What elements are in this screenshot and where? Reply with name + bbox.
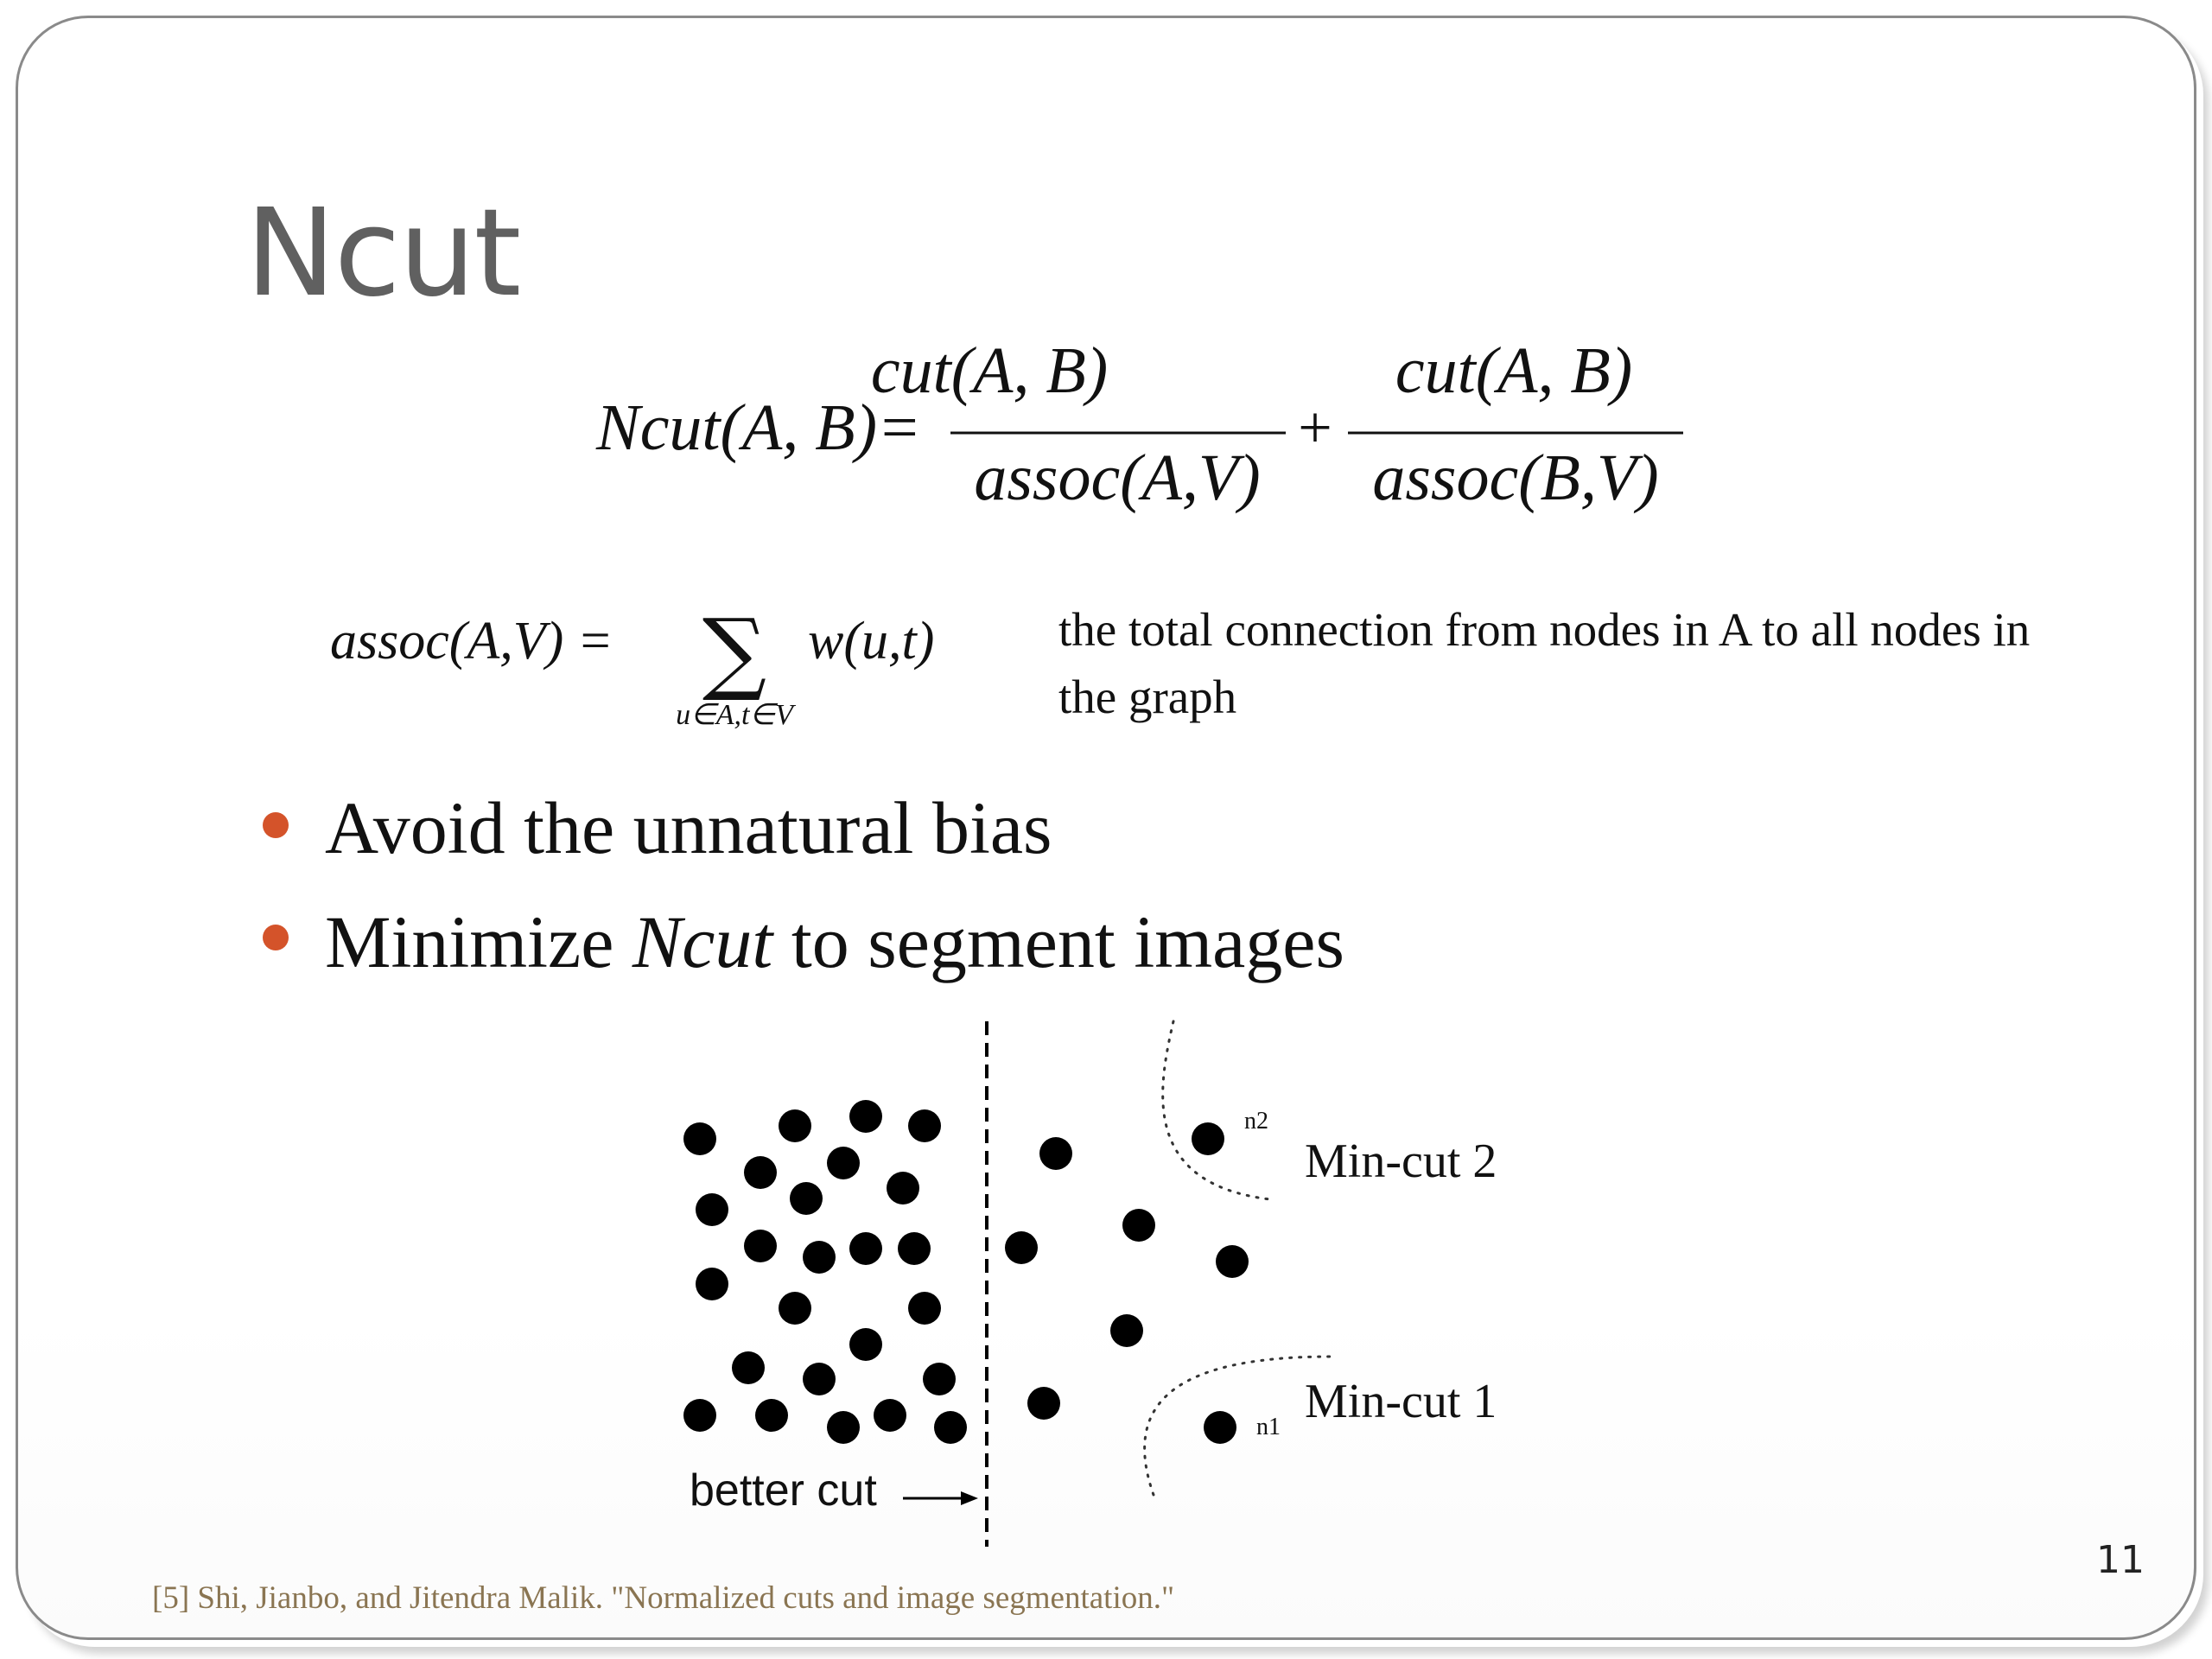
node — [898, 1232, 931, 1265]
citation: [5] Shi, Jianbo, and Jitendra Malik. "Normalized cuts and image segmentation." — [152, 1580, 1175, 1616]
node — [887, 1172, 919, 1205]
node-n1 — [1204, 1411, 1236, 1444]
node — [1039, 1137, 1072, 1170]
ncut-formula-lhs: Ncut(A, B)= — [596, 391, 922, 464]
node — [732, 1351, 765, 1384]
bullet-dot-1 — [263, 812, 289, 838]
label-min-cut-1: Min-cut 1 — [1305, 1375, 1497, 1428]
node — [827, 1147, 860, 1179]
node — [779, 1109, 811, 1142]
ncut-formula — [570, 337, 1711, 544]
node — [1216, 1245, 1249, 1278]
assoc-description: the total connection from nodes in A to all nodes in the graph — [1058, 603, 2031, 723]
node — [744, 1156, 777, 1189]
sigma-symbol: ∑ — [702, 599, 767, 704]
bullet-2-text — [325, 899, 1344, 985]
node — [908, 1109, 941, 1142]
node — [849, 1328, 882, 1361]
node — [908, 1292, 941, 1325]
right-cluster — [1005, 1122, 1249, 1444]
node — [923, 1363, 956, 1395]
label-n1: n1 — [1256, 1414, 1281, 1440]
node — [696, 1268, 728, 1300]
node — [1122, 1209, 1155, 1242]
left-cluster — [683, 1100, 967, 1444]
label-better-cut: better cut — [690, 1465, 877, 1516]
node — [934, 1411, 967, 1444]
term2-numerator: cut(A, B) — [1395, 337, 1633, 407]
plus-sign: + — [1298, 395, 1332, 461]
node-n2 — [1192, 1122, 1224, 1155]
node — [1027, 1387, 1060, 1420]
bullet-2-before: Minimize — [325, 900, 632, 983]
node — [779, 1292, 811, 1325]
node — [849, 1100, 882, 1133]
bullet-dot-2 — [263, 925, 289, 950]
bullet-2-italic: Ncut — [632, 900, 773, 983]
bullet-1-text: Avoid the unnatural bias — [325, 786, 1052, 869]
better-cut-arrow-head — [961, 1491, 978, 1505]
node — [790, 1182, 823, 1215]
min-cut-1-curve — [1145, 1357, 1331, 1495]
node — [1110, 1314, 1143, 1347]
term1-denominator: assoc(A,V) — [974, 442, 1261, 514]
assoc-lhs: assoc(A,V) = — [330, 612, 613, 671]
term2-denominator: assoc(B,V) — [1372, 442, 1659, 514]
bullet-2-after: to segment images — [772, 900, 1344, 983]
slide-title: Ncut — [245, 183, 520, 324]
node — [803, 1241, 836, 1274]
min-cut-figure — [657, 1011, 1573, 1555]
term1-numerator: cut(A, B) — [870, 337, 1109, 407]
label-min-cut-2: Min-cut 2 — [1305, 1135, 1497, 1188]
assoc-formula — [320, 596, 976, 743]
label-n2: n2 — [1244, 1108, 1268, 1135]
node — [849, 1232, 882, 1265]
sigma-subscript: u∈A,t∈V — [676, 699, 793, 731]
node — [696, 1193, 728, 1226]
node — [744, 1230, 777, 1262]
node — [874, 1399, 906, 1432]
assoc-summand: w(u,t) — [808, 612, 935, 671]
node — [755, 1399, 788, 1432]
node — [1005, 1231, 1038, 1264]
page-number: 11 — [2096, 1538, 2145, 1582]
node — [683, 1399, 716, 1432]
node — [683, 1122, 716, 1155]
node — [803, 1363, 836, 1395]
node — [827, 1411, 860, 1444]
